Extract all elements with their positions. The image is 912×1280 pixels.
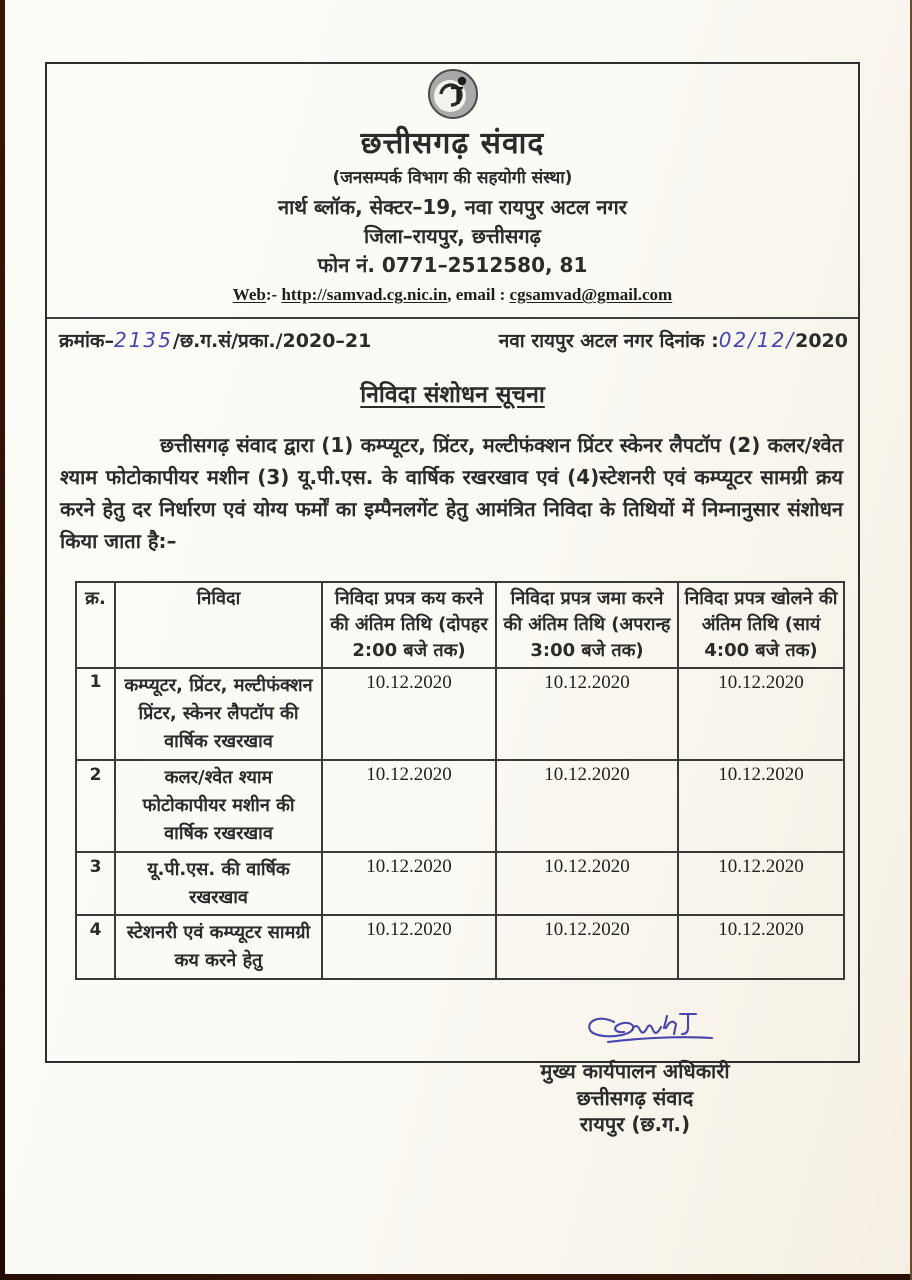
row-submit-date: 10.12.2020 bbox=[496, 760, 678, 852]
website-url: http://samvad.cg.nic.in bbox=[281, 285, 448, 304]
row-submit-date: 10.12.2020 bbox=[496, 852, 678, 916]
signatory-designation: मुख्य कार्यपालन अधिकारी bbox=[540, 1059, 730, 1084]
header-buy-deadline: निविदा प्रपत्र कय करने की अंतिम तिथि (दोपहर 2:00 बजे तक) bbox=[322, 582, 496, 668]
email-separator: , email : bbox=[447, 285, 510, 304]
row-open-date: 10.12.2020 bbox=[678, 760, 844, 852]
email-address: cgsamvad@gmail.com bbox=[509, 285, 673, 304]
place-date bbox=[499, 327, 848, 353]
notice-title: निविदा संशोधन सूचना bbox=[360, 382, 545, 408]
web-separator: :- bbox=[265, 285, 282, 304]
signatory-place: रायपुर (छ.ग.) bbox=[579, 1111, 691, 1136]
header-submit-deadline: निविदा प्रपत्र जमा करने की अंतिम तिथि (अपरान्ह 3:00 बजे तक) bbox=[496, 582, 678, 668]
place-date-label: नवा रायपुर अटल नगर दिनांक : bbox=[498, 330, 719, 352]
org-address-line2: जिला–रायपुर, छत्तीसगढ़ bbox=[364, 224, 541, 248]
reference-number-suffix: /छ.ग.सं/प्रका./2020–21 bbox=[172, 330, 372, 352]
row-serial: 3 bbox=[76, 852, 115, 916]
row-buy-date: 10.12.2020 bbox=[322, 852, 496, 916]
org-subtitle: (जनसम्पर्क विभाग की सहयोगी संस्था) bbox=[332, 168, 573, 188]
row-tender-name: स्टेशनरी एवं कम्प्यूटर सामग्री कय करने हेतु bbox=[115, 915, 322, 979]
signature-block bbox=[470, 1000, 800, 1137]
signatory-organization: छत्तीसगढ़ संवाद bbox=[576, 1085, 694, 1110]
table-row bbox=[76, 852, 844, 916]
tender-dates-table bbox=[75, 581, 845, 980]
org-phone-line: फोन नं. 0771–2512580, 81 bbox=[317, 253, 588, 277]
table-row bbox=[76, 760, 844, 852]
letterhead bbox=[47, 68, 858, 305]
org-web-email-line bbox=[47, 285, 858, 305]
reference-number-handwritten: 2135 bbox=[113, 328, 173, 352]
row-serial: 4 bbox=[76, 915, 115, 979]
row-serial: 1 bbox=[76, 668, 115, 760]
scan-edge-bottom bbox=[0, 1274, 912, 1280]
org-name: छत्तीसगढ़ संवाद bbox=[360, 126, 545, 161]
row-buy-date: 10.12.2020 bbox=[322, 668, 496, 760]
row-open-date: 10.12.2020 bbox=[678, 852, 844, 916]
scan-edge-left bbox=[0, 0, 5, 1280]
row-tender-name: कम्प्यूटर, प्रिंटर, मल्टीफंक्शन प्रिंटर, स्केनर लैपटॉप की वार्षिक रखरखाव bbox=[115, 668, 322, 760]
row-buy-date: 10.12.2020 bbox=[322, 760, 496, 852]
row-submit-date: 10.12.2020 bbox=[496, 668, 678, 760]
reference-number bbox=[59, 327, 371, 353]
reference-line bbox=[47, 319, 858, 353]
row-tender-name: यू.पी.एस. की वार्षिक रखरखाव bbox=[115, 852, 322, 916]
header-tender: निविदा bbox=[115, 582, 322, 668]
row-open-date: 10.12.2020 bbox=[678, 668, 844, 760]
org-address-line1: नार्थ ब्लॉक, सेक्टर–19, नवा रायपुर अटल नगर bbox=[278, 195, 627, 219]
table-header-row bbox=[76, 582, 844, 668]
date-handwritten: 02/12/ bbox=[718, 328, 796, 352]
row-tender-name: कलर/श्वेत श्याम फोटोकापीयर मशीन की वार्षिक रखरखाव bbox=[115, 760, 322, 852]
row-serial: 2 bbox=[76, 760, 115, 852]
web-label: Web bbox=[232, 285, 266, 304]
handwritten-signature bbox=[470, 1000, 800, 1058]
notice-border-frame bbox=[45, 62, 860, 1136]
table-row bbox=[76, 915, 844, 979]
notice-body-paragraph: छत्तीसगढ़ संवाद द्वारा (1) कम्प्यूटर, प्रिंटर, मल्टीफंक्शन प्रिंटर स्केनर लैपटॉप (2) कलर/श्वेत श्याम फोटोकापीयर मशीन (3) यू.पी.एस. के वार्षिक रखरखाव एवं (4)स्टेशनरी एवं कम्प्यूटर सामग्री क्रय करने हेतु दर निर्धारण एवं योग्य फर्मों का इम्पैनलगेंट हेतु आमंत्रित निविदा के तिथियों में निम्नानुसार संशोधन किया जाता है:– bbox=[60, 433, 843, 553]
table-row bbox=[76, 668, 844, 760]
row-submit-date: 10.12.2020 bbox=[496, 915, 678, 979]
reference-number-prefix: क्रमांक– bbox=[59, 330, 114, 352]
header-serial: क्र. bbox=[76, 582, 115, 668]
date-year: 2020 bbox=[795, 330, 848, 352]
row-open-date: 10.12.2020 bbox=[678, 915, 844, 979]
samvad-logo-icon bbox=[47, 68, 858, 120]
row-buy-date: 10.12.2020 bbox=[322, 915, 496, 979]
header-open-deadline: निविदा प्रपत्र खोलने की अंतिम तिथि (सायं 4:00 बजे तक) bbox=[678, 582, 844, 668]
